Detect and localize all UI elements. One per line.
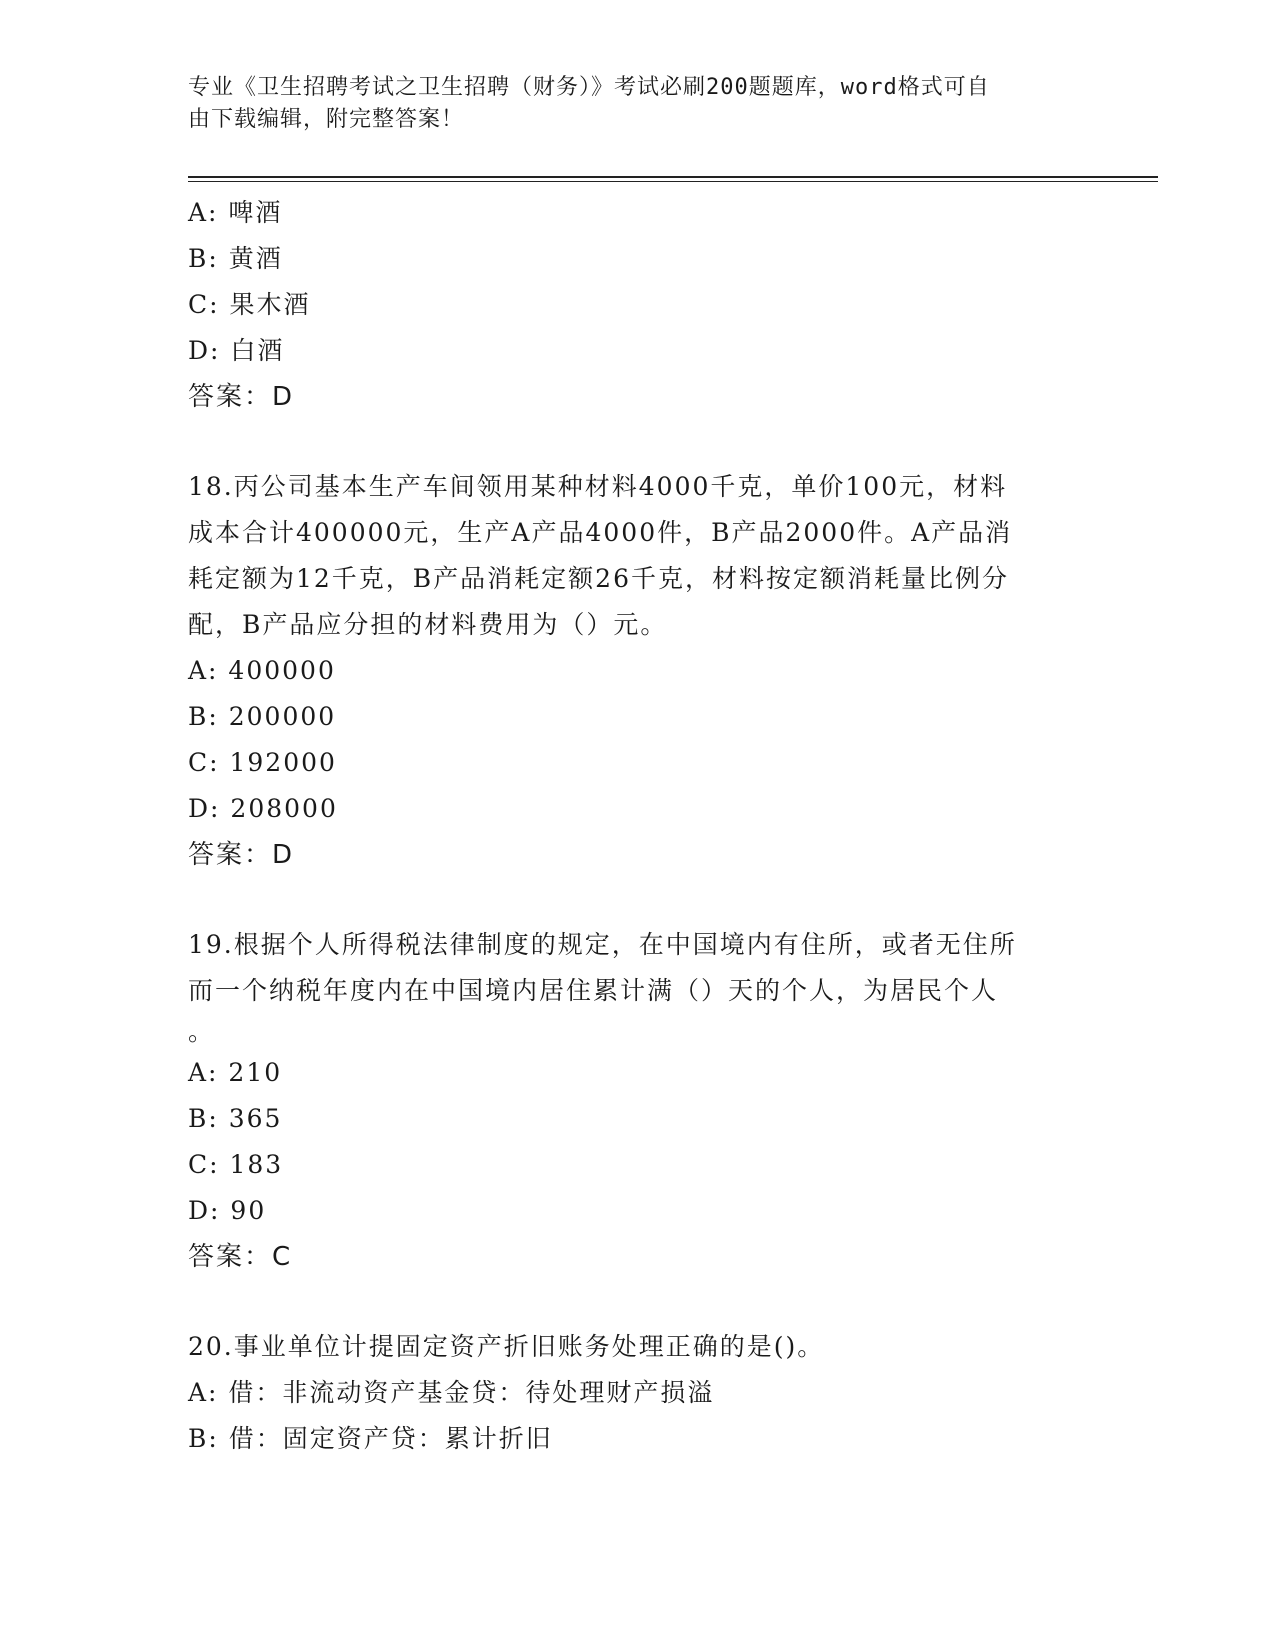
question-text-line: 19.根据个人所得税法律制度的规定，在中国境内有住所，或者无住所 — [188, 930, 1017, 959]
option-a: A: 啤酒 — [188, 198, 283, 227]
question-17 — [188, 190, 1088, 420]
option-b: B: 200000 — [188, 702, 337, 731]
question-content — [188, 190, 1088, 1462]
question-text-line: 20.事业单位计提固定资产折旧账务处理正确的是()。 — [188, 1332, 825, 1361]
question-19 — [188, 922, 1088, 1280]
spacer — [188, 1280, 1088, 1324]
answer-line: 答案：D — [188, 840, 295, 870]
question-20 — [188, 1324, 1088, 1462]
question-18 — [188, 464, 1088, 878]
question-text-line: 配，B产品应分担的材料费用为（）元。 — [188, 610, 668, 639]
option-c: C: 192000 — [188, 748, 337, 777]
question-text-line: 。 — [188, 1017, 216, 1046]
option-c: C: 果木酒 — [188, 290, 311, 319]
answer-line: 答案：D — [188, 382, 295, 412]
header-title-line-2: 由下载编辑，附完整答案！ — [188, 107, 465, 132]
option-d: D: 白酒 — [188, 336, 285, 365]
option-b: B: 黄酒 — [188, 244, 283, 273]
question-text-line: 18.丙公司基本生产车间领用某种材料4000千克，单价100元，材料 — [188, 472, 1008, 501]
spacer — [188, 420, 1088, 464]
question-text-line: 成本合计400000元，生产A产品4000件，B产品2000件。A产品消 — [188, 518, 1013, 547]
header-divider-thick — [188, 176, 1158, 178]
option-b: B: 借：固定资产贷：累计折旧 — [188, 1424, 553, 1453]
spacer — [188, 878, 1088, 922]
option-b: B: 365 — [188, 1104, 283, 1133]
option-c: C: 183 — [188, 1150, 284, 1179]
option-a: A: 400000 — [188, 656, 336, 685]
question-text-line: 而一个纳税年度内在中国境内居住累计满（）天的个人，为居民个人 — [188, 976, 999, 1005]
header-divider-thin — [188, 181, 1158, 182]
header-title-line-1: 专业《卫生招聘考试之卫生招聘（财务）》考试必刷200题题库，word格式可自 — [188, 75, 990, 100]
option-a: A: 210 — [188, 1058, 283, 1087]
option-d: D: 208000 — [188, 794, 338, 823]
option-a: A: 借：非流动资产基金贷：待处理财产损溢 — [188, 1378, 715, 1407]
document-header — [188, 72, 1088, 136]
question-text-line: 耗定额为12千克，B产品消耗定额26千克，材料按定额消耗量比例分 — [188, 564, 1009, 593]
option-d: D: 90 — [188, 1196, 267, 1225]
answer-line: 答案：C — [188, 1242, 293, 1272]
